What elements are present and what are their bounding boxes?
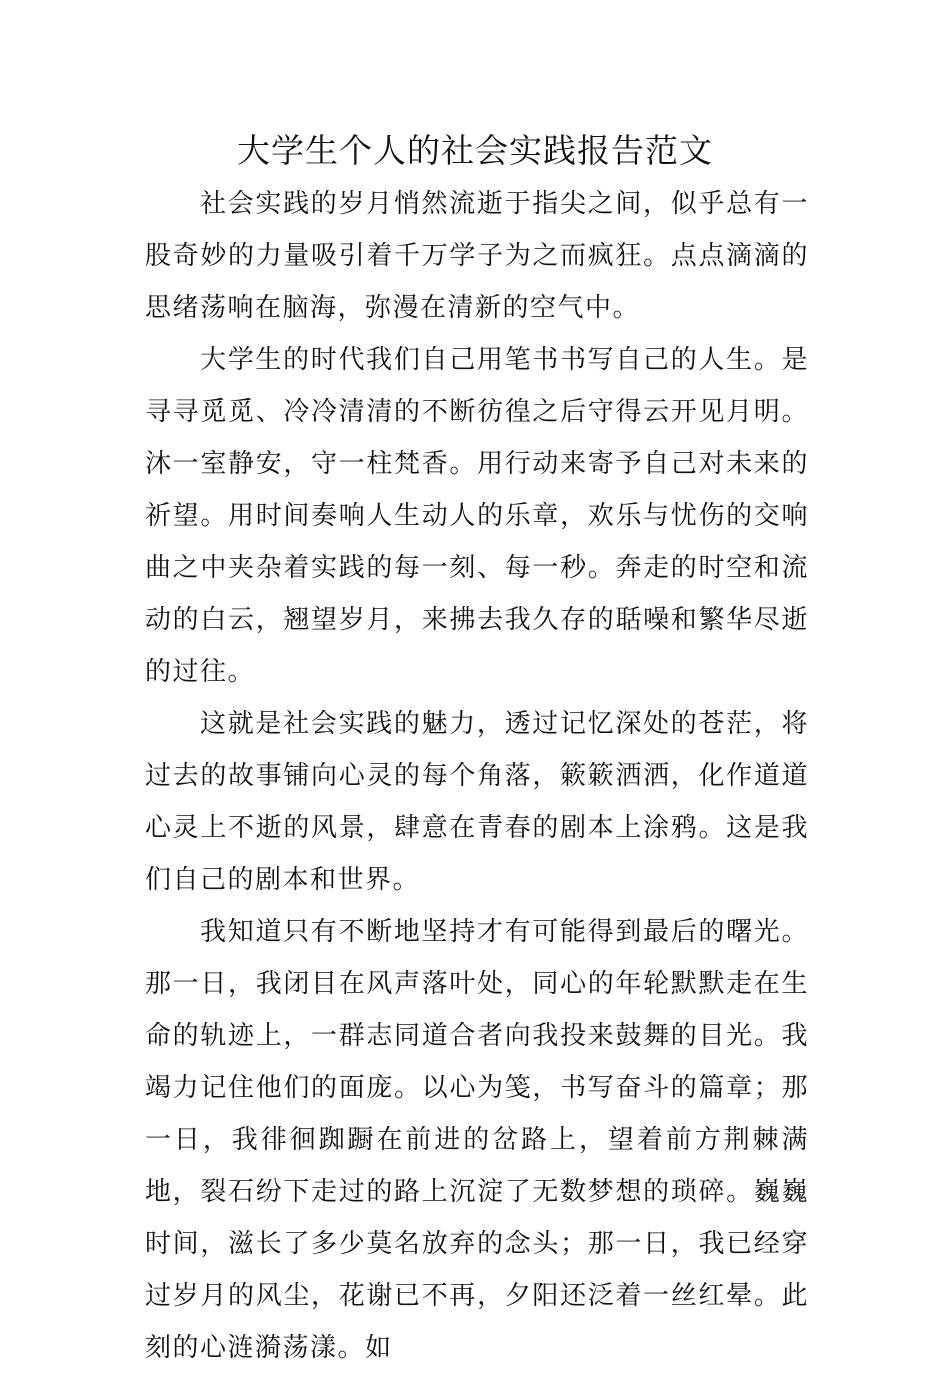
paragraph-2: 大学生的时代我们自己用笔书书写自己的人生。是寻寻觅觅、冷冷清清的不断彷徨之后守得云开见月明。沐一室静安，守一柱梵香。用行动来寄予自己对未来的祈望。用时间奏响人生动人的乐章，欢乐与忧伤的交响曲之中夹杂着实践的每一刻、每一秒。奔走的时空和流动的白云，翘望岁月，来拂去我久存的聒噪和繁华尽逝的过往。 xyxy=(145,345,809,687)
document-body xyxy=(145,178,809,1374)
paragraph-3: 这就是社会实践的魅力，透过记忆深处的苍茫，将过去的故事铺向心灵的每个角落，簌簌洒洒，化作道道心灵上不逝的风景，肆意在青春的剧本上涂鸦。这是我们自己的剧本和世界。 xyxy=(145,709,809,895)
document-title: 大学生个人的社会实践报告范文 xyxy=(237,131,713,170)
paragraph-4: 我知道只有不断地坚持才有可能得到最后的曙光。那一日，我闭目在风声落叶处，同心的年轮默默走在生命的轨迹上，一群志同道合者向我投来鼓舞的目光。我竭力记住他们的面庞。以心为笺，书写奋斗的篇章；那一日，我徘徊踟蹰在前进的岔路上，望着前方荆棘满地，裂石纷下走过的路上沉淀了无数梦想的琐碎。巍巍时间，滋长了多少莫名放弃的念头；那一日，我已经穿过岁月的风尘，花谢已不再，夕阳还泛着一丝红晕。此刻的心涟漪荡漾。如 xyxy=(145,917,809,1363)
paragraph-1: 社会实践的岁月悄然流逝于指尖之间，似乎总有一股奇妙的力量吸引着千万学子为之而疯狂。点点滴滴的思绪荡响在脑海，弥漫在清新的空气中。 xyxy=(145,189,809,323)
